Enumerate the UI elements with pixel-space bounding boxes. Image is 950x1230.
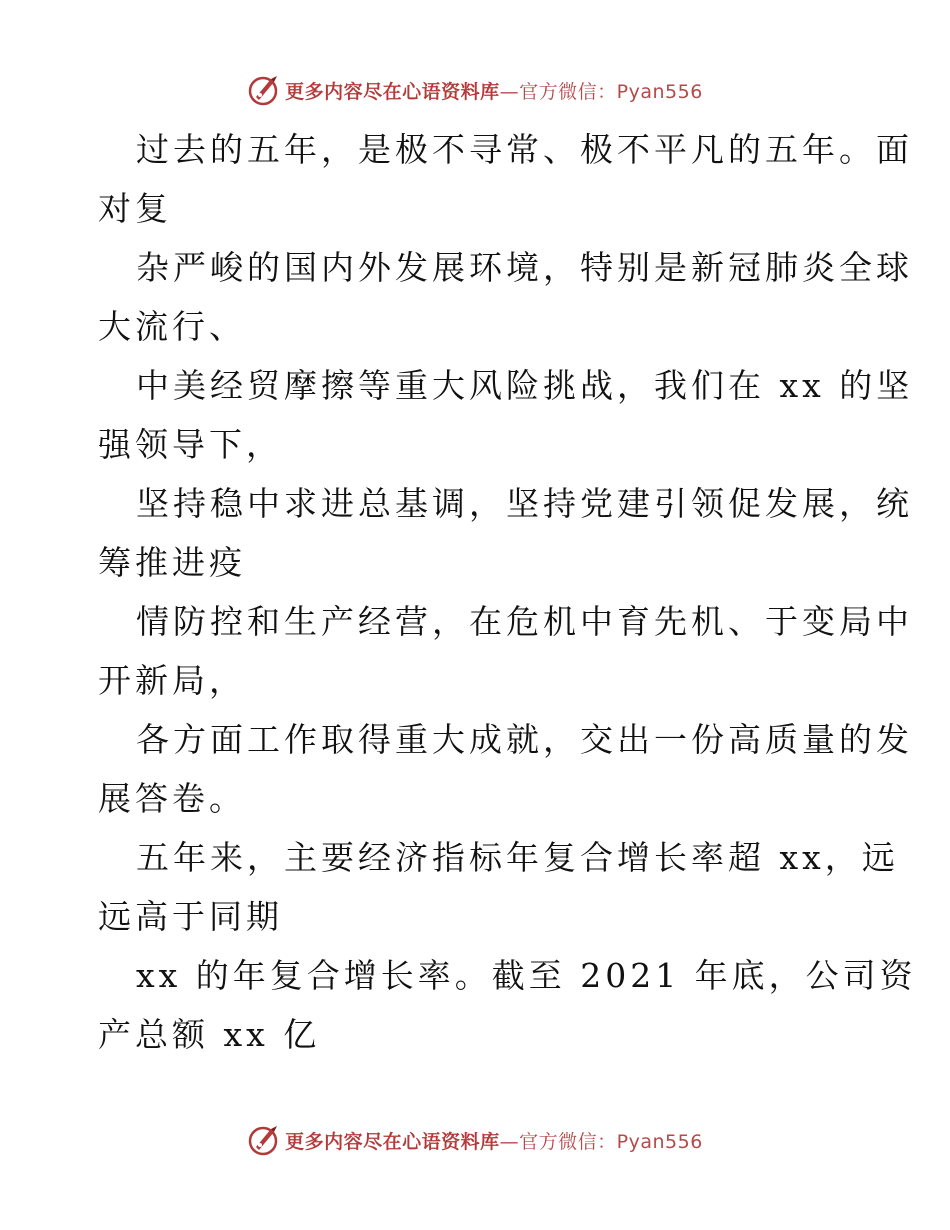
body-text-line: 产总额 xx 亿: [98, 1015, 321, 1054]
body-text-line: 过去的五年，是极不寻常、极不平凡的五年。面: [136, 130, 913, 169]
header-banner-text: [285, 77, 703, 104]
body-text-line: 远高于同期: [98, 897, 283, 936]
body-text-line: 大流行、: [98, 307, 246, 346]
header-separator: —: [499, 80, 520, 103]
body-text-line: 筹推进疫: [98, 543, 246, 582]
quill-logo-icon: [247, 73, 281, 107]
body-text-line: 坚持稳中求进总基调，坚持党建引领促发展，统: [136, 484, 913, 523]
body-text-line: 展答卷。: [98, 779, 246, 818]
body-text-line: 各方面工作取得重大成就，交出一份高质量的发: [136, 720, 913, 759]
header-contact-text: 官方微信：Pyan556: [519, 80, 703, 103]
footer-banner-text: [285, 1127, 703, 1154]
body-text-line: xx 的年复合增长率。截至 2021 年底，公司资: [136, 956, 917, 995]
footer-separator: —: [499, 1130, 520, 1153]
footer-contact-text: 官方微信：Pyan556: [519, 1130, 703, 1153]
body-text-line: 强领导下，: [98, 425, 283, 464]
header-banner: [0, 70, 950, 110]
header-brand-text: 更多内容尽在心语资料库: [285, 80, 500, 103]
body-text-line: 杂严峻的国内外发展环境，特别是新冠肺炎全球: [136, 248, 913, 287]
footer-banner: [0, 1120, 950, 1160]
quill-logo-icon: [247, 1123, 281, 1157]
document-body: [98, 120, 917, 1064]
body-text-line: 对复: [98, 189, 172, 228]
body-text-line: 开新局，: [98, 661, 246, 700]
footer-brand-text: 更多内容尽在心语资料库: [285, 1130, 500, 1153]
body-text-line: 情防控和生产经营，在危机中育先机、于变局中: [136, 602, 913, 641]
body-text-line: 五年来，主要经济指标年复合增长率超 xx，远: [136, 838, 899, 877]
body-text-line: 中美经贸摩擦等重大风险挑战，我们在 xx 的坚: [136, 366, 914, 405]
